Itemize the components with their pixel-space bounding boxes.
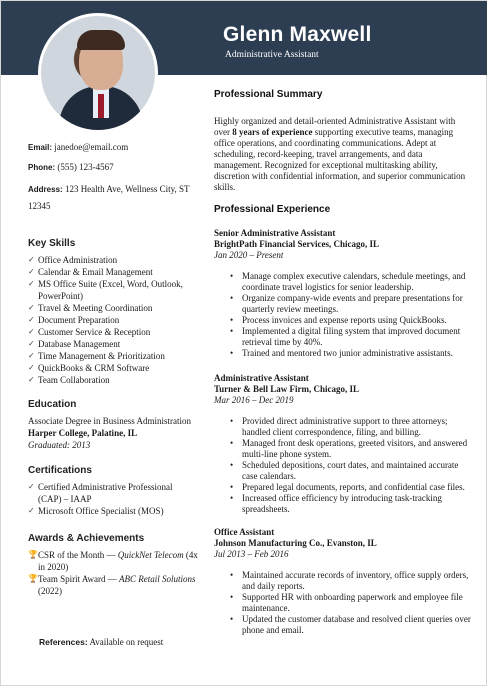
trophy-icon: 🏆	[28, 574, 38, 583]
skill-item: ✓ MS Office Suite (Excel, Word, Outlook, PowerPoint)	[28, 279, 183, 301]
skill-item: ✓ Travel & Meeting Coordination	[28, 303, 153, 313]
check-icon: ✓	[28, 267, 35, 276]
job-title: Office Assistant	[214, 527, 275, 537]
right-column	[214, 89, 472, 636]
certification-item: ✓ Microsoft Office Specialist (MOS)	[28, 506, 164, 516]
education-heading: Education	[28, 399, 77, 410]
award-item: 🏆 Team Spirit Award — ABC Retail Solutions (2022)	[28, 574, 196, 596]
candidate-name: Glenn Maxwell	[223, 23, 372, 46]
certification-item: ✓ Certified Administrative Professional (CAP) – IAAP	[28, 482, 173, 504]
address-label: Address:	[28, 185, 63, 194]
email-value: janedoe@email.com	[54, 142, 129, 152]
list-item: • Maintained accurate records of inventory, office supply orders, and daily reports.	[230, 570, 472, 592]
list-item: • Supported HR with onboarding paperwork and employee file maintenance.	[230, 592, 472, 614]
check-icon: ✓	[28, 482, 35, 491]
skill-item: ✓ QuickBooks & CRM Software	[28, 363, 150, 373]
references-line	[39, 637, 163, 647]
trophy-icon: 🏆	[28, 550, 38, 559]
list-item: • Process invoices and expense reports using QuickBooks.	[230, 315, 472, 326]
job-bullets	[230, 271, 472, 359]
phone-label: Phone:	[28, 163, 56, 172]
job-dates: Jul 2013 – Feb 2016	[214, 549, 289, 559]
list-item: • Manage complex executive calendars, schedule meetings, and coordinate travel logistics for senior leadership.	[230, 271, 472, 293]
certifications-heading: Certifications	[28, 465, 92, 476]
skill-item: ✓ Customer Service & Reception	[28, 327, 151, 337]
education-degree: Associate Degree in Business Administration	[28, 416, 191, 426]
check-icon: ✓	[28, 506, 35, 515]
list-item: • Updated the customer database and resolved client queries over phone and email.	[230, 614, 472, 636]
list-item: • Trained and mentored two junior administrative assistants.	[230, 348, 472, 359]
job-dates: Jan 2020 – Present	[214, 250, 284, 260]
summary-text: Highly organized and detail-oriented Administrative Assistant with over 8 years of experience supporting executive teams, managing office operations, and coordinating communications. Adept at scheduling, record-keeping, travel arrangements, and data management. Recognized for exceptional multitasking ability, discretion with confidential information, and superior communication skills.	[214, 116, 466, 192]
experience-heading: Professional Experience	[214, 204, 331, 215]
awards-heading: Awards & Achievements	[28, 533, 145, 544]
job-title: Senior Administrative Assistant	[214, 228, 336, 238]
job-company: BrightPath Financial Services, Chicago, IL	[214, 239, 379, 249]
education-graduated: Graduated: 2013	[28, 440, 91, 450]
job-bullets	[230, 570, 472, 636]
list-item: • Scheduled depositions, court dates, and maintained accurate case calendars.	[230, 460, 472, 482]
contact-phone	[28, 161, 198, 174]
list-item: • Managed front desk operations, greeted visitors, and answered multi-line phone system.	[230, 438, 472, 460]
check-icon: ✓	[28, 315, 35, 324]
job-company: Johnson Manufacturing Co., Evanston, IL	[214, 538, 377, 548]
job-dates: Mar 2016 – Dec 2019	[214, 395, 294, 405]
contact-email	[28, 141, 198, 154]
check-icon: ✓	[28, 375, 35, 384]
award-item: 🏆 CSR of the Month — QuickNet Telecom (4x in 2020)	[28, 550, 198, 572]
skill-item: ✓ Office Administration	[28, 255, 118, 265]
skills-list	[28, 254, 198, 386]
job-title: Administrative Assistant	[214, 373, 309, 383]
job-entry	[214, 527, 472, 636]
skill-item: ✓ Document Preparation	[28, 315, 120, 325]
check-icon: ✓	[28, 327, 35, 336]
skills-heading: Key Skills	[28, 238, 76, 249]
address-value: 123 Health Ave, Wellness City, ST 12345	[28, 184, 190, 211]
job-company: Turner & Bell Law Firm, Chicago, IL	[214, 384, 360, 394]
job-bullets	[230, 416, 472, 515]
check-icon: ✓	[28, 255, 35, 264]
email-label: Email:	[28, 143, 53, 152]
skill-item: ✓ Team Collaboration	[28, 375, 110, 385]
profile-photo	[38, 13, 158, 133]
list-item: • Implemented a digital filing system that improved document retrieval time by 40%.	[230, 326, 472, 348]
list-item: • Provided direct administrative support to three attorneys; handled client correspondence, filing, and billing.	[230, 416, 472, 438]
education-school: Harper College, Palatine, IL	[28, 428, 138, 438]
education-block	[28, 415, 198, 451]
check-icon: ✓	[28, 279, 35, 288]
candidate-title: Administrative Assistant	[225, 50, 319, 60]
list-item: • Organize company-wide events and prepare presentations for quarterly review meetings.	[230, 293, 472, 315]
references-label: References:	[39, 637, 88, 647]
check-icon: ✓	[28, 351, 35, 360]
job-entry	[214, 228, 472, 359]
summary-heading: Professional Summary	[214, 89, 323, 100]
contact-address	[28, 181, 198, 215]
skill-item: ✓ Database Management	[28, 339, 121, 349]
left-column	[28, 141, 198, 597]
skill-item: ✓ Calendar & Email Management	[28, 267, 153, 277]
phone-value: (555) 123-4567	[57, 162, 114, 172]
check-icon: ✓	[28, 303, 35, 312]
list-item: • Increased office efficiency by introducing task-tracking spreadsheets.	[230, 493, 472, 515]
list-item: • Prepared legal documents, reports, and confidential case files.	[230, 482, 472, 493]
awards-list	[28, 549, 198, 597]
references-value: Available on request	[89, 637, 164, 647]
job-entry	[214, 373, 472, 515]
certifications-list	[28, 481, 198, 517]
check-icon: ✓	[28, 363, 35, 372]
check-icon: ✓	[28, 339, 35, 348]
skill-item: ✓ Time Management & Prioritization	[28, 351, 165, 361]
